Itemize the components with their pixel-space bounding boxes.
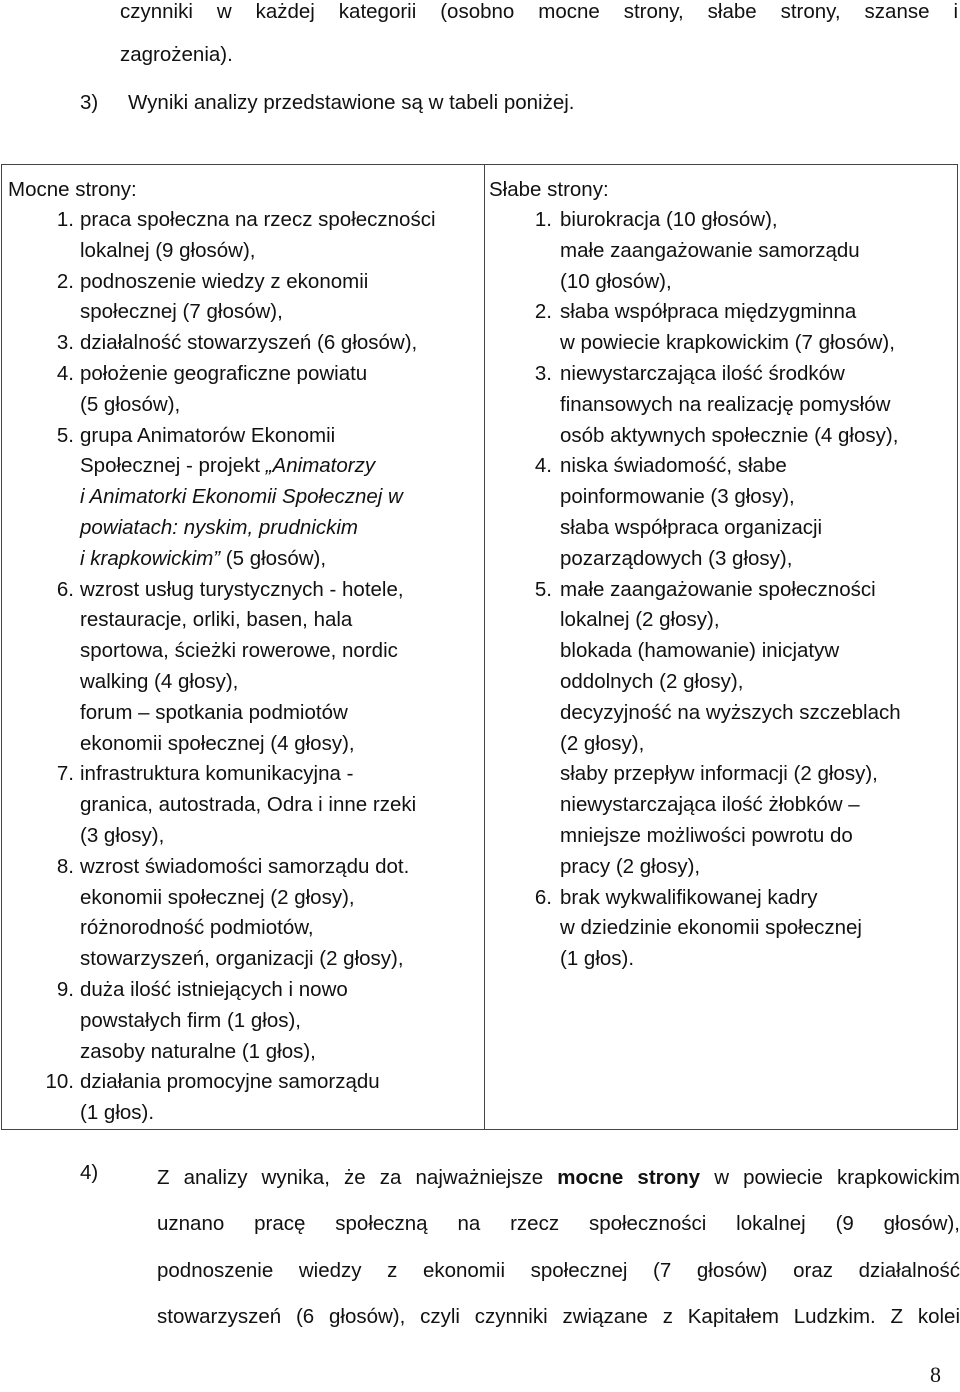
list-item: [489, 359, 957, 451]
list-item: [8, 359, 484, 421]
intro-text-line-1: czynniki w każdej kategorii (osobno mocne strony, słabe strony, szanse i: [120, 0, 958, 23]
list-item: [8, 852, 484, 975]
item-number: 1.: [56, 208, 74, 231]
item-text: praca społeczna na rzecz społeczności lokalnej (9 głosów),: [80, 208, 436, 262]
list-number: 3): [80, 91, 99, 114]
item-text: wzrost świadomości samorządu dot. ekonomii społecznej (2 głosy), różnorodność podmiotów, stowarzyszeń, organizacji (2 głosy),: [80, 854, 410, 971]
list-item: [8, 975, 484, 1067]
list-item: [8, 759, 484, 851]
list-item-text: Wyniki analizy przedstawione są w tabeli poniżej.: [128, 91, 575, 114]
item-number: 10.: [45, 1070, 74, 1094]
item-text: infrastruktura komunikacyjna - granica, autostrada, Odra i inne rzeki (3 głosy),: [80, 762, 417, 847]
item-text: niska świadomość, słabe poinformowanie (3 głosy), słaba współpraca organizacji pozarządowych (3 głosy),: [560, 454, 823, 570]
item-number: 1.: [534, 208, 552, 231]
intro-list-item-3: [80, 88, 574, 118]
list-item: [489, 575, 957, 883]
item-text: grupa Animatorów Ekonomii Społecznej - projekt „Animatorzy i Animatorki Ekonomii Społecznej w powiatach: nyskim, prudnickim i krapkowickim” (5 głosów),: [80, 423, 403, 570]
item-text: duża ilość istniejących i nowo powstałych firm (1 głos), zasoby naturalne (1 głos),: [80, 977, 348, 1063]
list-item: [489, 205, 957, 297]
item-text: wzrost usług turystycznych - hotele, restauracje, orliki, basen, hala sportowa, ścieżki rowerowe, nordic walking (4 głosy), forum – spotkania podmiotów ekonomii społecznej (4 głosy),: [80, 577, 404, 755]
item-number: 8.: [56, 854, 74, 878]
conclusion-line-1: Z analizy wynika, że za najważniejsze mocne strony w powiecie krapkowickim: [157, 1166, 960, 1189]
intro-text-line-2: zagrożenia).: [120, 43, 233, 66]
item-number: 5.: [56, 423, 74, 447]
item-number: 3.: [56, 331, 74, 355]
item-number: 2.: [56, 269, 74, 293]
list-item: [8, 205, 484, 267]
item-number: 7.: [56, 762, 74, 786]
item-number: 2.: [534, 300, 552, 324]
strengths-list: [8, 205, 484, 1129]
list-item: [8, 328, 484, 359]
item-text: działania promocyjne samorządu (1 głos).: [80, 1070, 380, 1125]
item-text: działalność stowarzyszeń (6 głosów),: [80, 331, 418, 355]
item-text: małe zaangażowanie społeczności lokalnej (2 głosy), blokada (hamowanie) inicjatyw oddolnych (2 głosy), decyzyjność na wyższych szczeblach (2 głosy), słaby przepływ informacji (2 głosy), niewystarczająca ilość żłobków – mniejsze możliwości powrotu do pracy (2 głosy),: [560, 577, 901, 878]
conclusion-line-4: stowarzyszeń (6 głosów), czyli czynniki związane z Kapitałem Ludzkim. Z kolei: [157, 1305, 960, 1328]
weaknesses-column: [485, 165, 958, 1130]
item-number: 6.: [56, 577, 74, 601]
item-text: niewystarczająca ilość środków finansowych na realizację pomysłów osób aktywnych społecznie (4 głosy),: [560, 361, 899, 447]
list-item: [489, 451, 957, 574]
page-number: 8: [930, 1362, 941, 1387]
conclusion-line-2: uznano pracę społeczną na rzecz społeczności lokalnej (9 głosów),: [157, 1212, 960, 1235]
item-number: 4.: [56, 361, 74, 385]
item-number: 5.: [534, 577, 552, 601]
list-number: 4): [80, 1161, 99, 1184]
swot-table: [1, 164, 958, 1130]
item-text: położenie geograficzne powiatu (5 głosów),: [80, 361, 368, 416]
emphasis-strengths: mocne strony: [557, 1166, 701, 1189]
item-text: biurokracja (10 głosów), małe zaangażowanie samorządu (10 głosów),: [560, 208, 860, 293]
list-item: [489, 883, 957, 975]
list-item: [8, 267, 484, 329]
list-item: [8, 575, 484, 760]
weaknesses-heading: Słabe strony:: [489, 178, 609, 201]
item-text: podnoszenie wiedzy z ekonomii społecznej (7 głosów),: [80, 269, 369, 324]
list-item: [8, 1067, 484, 1129]
item-number: 9.: [56, 977, 74, 1001]
strengths-column: [2, 165, 485, 1130]
item-number: 4.: [534, 454, 552, 478]
strengths-heading: Mocne strony:: [8, 178, 137, 201]
weaknesses-list: [489, 205, 957, 975]
list-item: [489, 297, 957, 359]
item-number: 6.: [534, 885, 552, 909]
list-item: [8, 421, 484, 575]
item-number: 3.: [534, 361, 552, 385]
conclusion-line-3: podnoszenie wiedzy z ekonomii społecznej (7 głosów) oraz działalność: [157, 1259, 960, 1282]
item-text: brak wykwalifikowanej kadry w dziedzinie ekonomii społecznej (1 głos).: [560, 885, 862, 971]
item-text: słaba współpraca międzygminna w powiecie krapkowickim (7 głosów),: [560, 300, 895, 355]
